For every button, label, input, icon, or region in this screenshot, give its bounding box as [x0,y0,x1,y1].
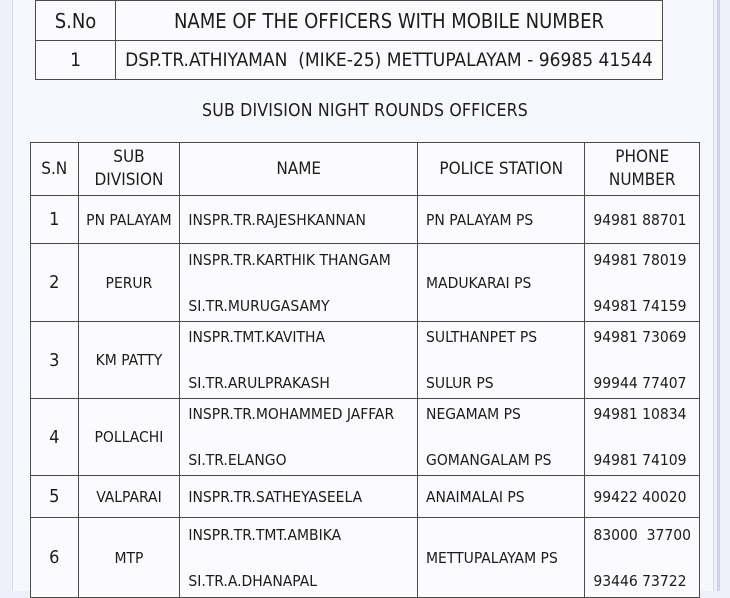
table-row [31,399,700,476]
name-header: NAME [180,143,418,196]
division-cell: PN PALAYAM [78,196,180,244]
police-station-header: POLICE STATION [418,143,585,196]
name-cell [180,244,418,322]
officer-name: SI.TR.A.DHANAPAL [188,571,317,590]
division-cell: VALPARAI [78,476,180,518]
dsp-table-header [36,1,663,41]
phone-cell: 94981 88701 [585,196,700,244]
division-cell: POLLACHI [78,399,180,476]
name-cell: INSPR.TR.RAJESHKANNAN [180,196,418,244]
phone-number: 94981 73069 [593,328,687,346]
station-cell [418,399,585,476]
table-header-row [31,143,700,196]
station-cell: PN PALAYAM PS [418,196,585,244]
name-cell [180,322,418,399]
officer-name: SI.TR.ARULPRAKASH [188,374,330,392]
officer-name: SI.TR.MURUGASAMY [188,296,330,315]
name-cell [180,399,418,476]
sub-division-header: SUB DIVISION [78,143,180,196]
table-row [31,476,700,518]
phone-cell [585,518,700,598]
table-row [31,244,700,322]
phone-number: 94981 78019 [593,250,687,269]
officers-header: NAME OF THE OFFICERS WITH MOBILE NUMBER [116,1,663,41]
sn-header: S.N [31,143,79,196]
phone-cell [585,399,700,476]
sn-cell: 6 [31,518,79,598]
phone-cell [585,322,700,399]
phone-cell: 99422 40020 [585,476,700,518]
phone-number: 93446 73722 [593,571,687,590]
phone-number: 94981 74109 [593,451,687,469]
phone-number: 83000 37700 [593,525,691,544]
phone-header: PHONE NUMBER [585,143,700,196]
station-cell: METTUPALAYAM PS [418,518,585,598]
phone-number: 99944 77407 [593,374,687,392]
station-name: GOMANGALAM PS [426,451,552,469]
station-name: SULTHANPET PS [426,328,538,346]
sno-header: S.No [36,1,116,41]
station-cell [418,322,585,399]
phone-cell [585,244,700,322]
officer-name: SI.TR.ELANGO [188,451,287,469]
sn-cell: 3 [31,322,79,399]
officer-name: INSPR.TR.MOHAMMED JAFFAR [188,405,395,423]
name-cell [180,518,418,598]
sn-cell: 5 [31,476,79,518]
station-cell: ANAIMALAI PS [418,476,585,518]
table-row [36,41,663,80]
sn-cell: 2 [31,244,79,322]
division-cell: PERUR [78,244,180,322]
division-cell: KM PATTY [78,322,180,399]
sn-cell: 4 [31,399,79,476]
sn-cell: 1 [31,196,79,244]
station-name: SULUR PS [426,374,494,392]
officer-name: INSPR.TR.KARTHIK THANGAM [188,250,391,269]
station-cell: MADUKARAI PS [418,244,585,322]
officer-cell: DSP.TR.ATHIYAMAN (MIKE-25) METTUPALAYAM - 96985 41544 [116,41,663,80]
table-row [31,518,700,598]
officer-name: INSPR.TMT.KAVITHA [188,328,326,346]
table-row [31,196,700,244]
page-border [717,0,720,591]
officer-name: INSPR.TR.TMT.AMBIKA [188,525,342,544]
phone-number: 94981 10834 [593,405,687,423]
dsp-table [35,0,663,80]
section-title: SUB DIVISION NIGHT ROUNDS OFFICERS [202,101,528,121]
table-row [31,322,700,399]
night-rounds-table [30,142,700,598]
phone-number: 94981 74159 [593,296,687,315]
sno-cell: 1 [36,41,116,80]
station-name: NEGAMAM PS [426,405,521,423]
name-cell: INSPR.TR.SATHEYASEELA [180,476,418,518]
division-cell: MTP [78,518,180,598]
